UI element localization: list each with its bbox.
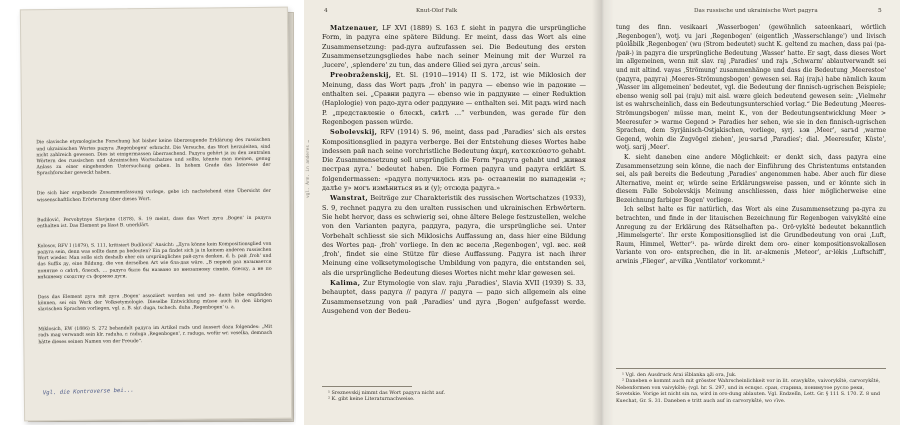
entry-author: Sobolevskij, xyxy=(330,128,378,137)
body-paragraph: Ich selbst halte es für natürlich, das Wort als eine Zusammensetzung pa-дуга zu betrachten, und finde in der litauischen Bezeichnung für Regenbogen vaivykštė eine Anregung zu der Erklärung des Rätselhaften ра-. Orō·vykštė bedeutet bekanntlich ‚Himmelsgerte'. Ihr erste Kompositionsglied ist die Grundbedeutung von orai ‚Luft, Raum, Himmel, Wetter'¹. ра- würde direkt dem oro- einer kompositionsvokallosen Variante von oro- entsprechen, die in lit. ar-akmenis ‚Meteor', ar·lėkis ‚Luftschiff', arwinis ‚Flieger', ar·vilka ‚Ventilator' vorkommt.² xyxy=(616,206,886,266)
entry-text: LF XVI (1889) S. 163 f. sieht in радуга die ursprüngliche Form, in радуга eine spätere Bildung. Er meint, dass das Wort als eine Zusammensetzung: раd-дуга aufzufassen sei. Die Bedeutung des ersten Zusammensetzungsgliedes habe nach seiner Meinung mit der Wurzel ra ‚lucere', ‚splendere' zu tun, das andere Glied sei дуга ‚arcus' sein. xyxy=(322,24,586,70)
loose-page-paragraph: Budilović, Pervobytnye Slavjane (1878), S. 19 meint, dass das Wort дуга ‚Bogen' in радуга enthalten ist. Das Element ра lässt B. unerklärt. xyxy=(37,215,273,230)
book-spread-photo xyxy=(304,0,900,425)
page-number: 4 xyxy=(324,8,328,14)
page-body-text xyxy=(616,24,886,268)
running-head: Das russische und ukrainische Wort радуга xyxy=(694,8,818,14)
loose-page-paragraph: Kolosov, RFV I (1879), S. 111, kritisiert Budilović' Ansicht: „Дуга könne kein Kompositionsglied von радуга sein, denn was sollte dann ра bedeuten? Ein ра findet sich ja in keinem anderen russischen Wort wieder. Man solle sich deshalb eher ein ursprüngliches рай-дуга denken, d. h. рай ‚froh' und das Suffix ду, eine Bildung, die von derselben Art wie бла-дая wäre. „В первой раз называется понятие о свѣтѣ, блескѣ, … радуга было бы названо по внезапному сіянію, блеску, а не по внѣшнему сходству съ формою дуги. xyxy=(37,241,274,281)
entry-text: Beiträge zur Charakteristik des russischen Wortschatzes (1933), S. 9, rechnet радуга zu den uralten russischen und ukrainischen Erbwörtern. Sie hebt hervor, dass es schwierig sei, ohne ältere Belege festzustellen, welche von den Varianten радуга, раддуга, радуга, die ursprüngliche sei. Unter Vorbehalt schliesst sie sich Miklosichs Auffassung an, dass hier eine Bildung des Wortes рад- ‚froh' vorliege. In den вс весела ‚Regenbogen', vgl. вес. ней ‚froh', findet sie eine Stütze für diese Auffassung. Радуга ist nach ihrer Meinung eine volksetymologische Umbildung von радуга, die entstanden sei, als die ursprüngliche Bedeutung dieses Wortes nicht mehr klar gewesen sei. xyxy=(322,194,586,277)
body-paragraph: K. sieht daneben eine andere Möglichkeit: er denkt sich, dass радуга eine Zusammensetzung sein könne, die nach der Einführung des Christentums entstanden sei, als pай bereits die Bedeutung ‚Paradies' angenommen habe. Aber auch für diese Alternative, meint er, würde seine Erklärungsweise passen, und er könnte sich in diesem Falle Sobolevskijs Meinung anschliessen, dass hier möglicherweise eine Bezeichnung farbiger Bogen' vorliege. xyxy=(616,153,886,204)
entry-text: Et. Sl. (1910—1914) II S. 172, ist wie Miklosich der Meinung, dass das Wort радъ ‚froh' in радуга — ebenso wie in радоние — enthalten sei. „Сравни радуга — ebenso wie in раддуние — einer Reduktion (Haplologie) von радо-дуга oder раддуние — enthalten sei. Mit радъ wird nach P. „представленіе о блескѣ, свѣтѣ …“ verbunden, was gerade für den Regenbogen passen würde. xyxy=(322,71,586,126)
loose-page-paragraph: Miklosich, EW (1886) S. 272 behandelt радуга im Artikel radъ und äussert dazu folgendes: „Mit radъ mag verwandt sein klr. raduha, r. raduga ‚Regenbogen', r. raduga, wofür wr. veselka, demnach hätte dieses seinen Namen von der Freude“. xyxy=(38,325,274,345)
loose-page-paragraph: Die slavische etymologische Forschung hat bisher keine überzeugende Erklärung des russischen und ukrainischen Wortes радуга ‚Regenbogen' erbracht. Die Versuche, das Wort herzuleiten, sind nicht zahlreich gewesen. Dies ist einigermassen überraschend. Радуга gehört ja zu den zentralen Wörtern des russischen und ukrainischen Wortschatzes und sollte, könnte man meinen, genug Anlass zu einer eingehenden Untersuchung geben. In hohem Grade das Interesse der Sprachforscher geweckt haben. xyxy=(36,138,272,177)
loose-page-paragraph: Dass das Element дуга mit дуга ‚Bogen' assoziiert worden sei und зо- dann habe empfinden können, sei ein Werk der Volksetymologie. Dieselbe Entwicklung müsse auch in den übrigen slavischen Sprachen vorliegen, vgl. z. B. skr. duga, tschech. duha ‚Regenbogen' u. a. xyxy=(37,292,274,313)
loose-page-text xyxy=(36,126,272,360)
right-book-page xyxy=(602,0,900,425)
left-book-page xyxy=(304,0,602,425)
page-number: 5 xyxy=(878,8,882,14)
loose-page-paragraph: Die sich hier ergebende Zusammenfassung vorlege, gebe ich nachstehend eine Übersicht der wissenschaftlichen Erörterung über dieses Wort. xyxy=(36,189,273,203)
entry-text: Zur Etymologie von slav. raju ‚Paradies', Slavia XVII (1939) S. 33, behauptet, dass радуга // радуга // радуга — радо sich allgemein als eine Zusammensetzung von рай ‚Paradies' und дуга ‚Bogen' aufgefasst werde. Ausgehend von der Bedeu- xyxy=(322,279,586,315)
entry-text: RFV (1914) S. 96, meint, dass раd ‚Paradies' sich als erstes Kompositionsglied in радуга verberge. Bei der Entstehung dieses Wortes habe indessen рай nach seine vorchristliche Bedeutung ἀκμή, κατεσκεύαστο gehabt. Die Zusammensetzung soll ursprünglich die Form *радуга gehabt und ‚живая пестрая дуга.' bedeutet haben. Die Formen радуга und радуга erklärt S. folgendermassen: «радуга получилось изъ ра- оставленіи по выпаденіи «; далѣе у» могъ измѣниться въ и (у); отсюда радуга.» xyxy=(322,128,586,193)
bibliography-entry xyxy=(322,128,586,193)
entry-author: Preobraženskij, xyxy=(330,71,392,80)
book-gutter-shadow xyxy=(592,0,614,425)
entry-author: Wanstrat, xyxy=(330,194,368,203)
footnotes xyxy=(322,390,586,403)
body-paragraph: tung des finn. vesikaari ‚Wasserbogen' (gewöhnlich sateenkaari, wörtlich ‚Regenbogen'), wotj. vu jaгi ‚Regenbogen' (eigentlich ‚Wasserschlange') und livisch pūolǟbilk ‚Regenbogen' (wu (Strom bedeutet) sucht K. geltend zu machen, dass pai (ра- /рай-) in радуга die ursprüngliche Bedeutung ‚Wasser' hatte. Er sagt, dass dieses Wort im allgemeinen, wenn mit slav. raj ‚Paradies' und rajъ ‚Schwarm' ablautverwandt sei und mit altind. vayas ‚Strömung' zusammenhänge und dass die Bedeutung ‚Meerestoe' (радуга, радуга) ‚Meeres-Strömungsbogen' gewesen sei. Raj (rajъ) habe nämlich kaum ‚Wasser im allgemeinen' bedeutet, vgl. die Bedeutung der finnisch-ugrischen Beispiele; ebenso wenig soll pai (raju) mit aisl. wære gleich bedeutend gewesen sein: „Vielmehr ist es wahrscheinlich, dass ein Bedeutungsunterschied vorlag.“ Die Bedeutung ‚Meeres-Strömungsbogen' müsse man, meint K., von der Bedeutungsentwicklung Meer > Meeresufer > warme Gegend > Paradies her sehen, wie sie in den finnisch-ugrischen Sprachen, dem Syrjänisch-Ostjakischen, vorliege, syrj. ьэв ‚Meer', sarъd ‚warme Gegend, wohin die Zugvögel ziehen', jeu·sarъd ‚Paradies'; dial. ‚Meeresufer, Küste', wotj. sarij ‚Meer'. xyxy=(616,24,886,152)
footnote: ² Daneben e kommt auch mit grösster Wahrscheinlichkeit vor in lit. oravykšte, vaivorykštė, carvorykštė, Nebenformen von vaivykštė; (vgl. hr. S. 297, und in ecnqsc. сран, старина, понимутое русло реки, Sovetskie. Vorige ist nicht sin na, wird in oro·dung ablauten. Vgl. Endzelīn, Lett. Gr. § 111 S. 170. Z. 8 und Kuechat, Gr. S. 31. Daneben e tritt auch auf in carvorykštė, wo √ive. xyxy=(616,378,881,404)
footnote: ² K. gibt keine Literaturnachweise. xyxy=(328,396,415,403)
bibliography-entry xyxy=(322,24,586,70)
handwritten-ink-note: Vgl. die Kontroverse bei... xyxy=(42,387,134,397)
entry-author: Kalima, xyxy=(330,279,361,288)
footnote: ¹ Sreznevskij nimmt das Wort радуга nicht auf. xyxy=(328,390,446,396)
bibliography-entry xyxy=(322,194,586,278)
entry-author: Matzenauer, xyxy=(330,24,379,32)
bibliography-entry xyxy=(322,279,586,316)
pencil-margin-note: vgl. Arm. in anderes … xyxy=(306,139,311,198)
footnotes xyxy=(616,368,886,404)
bibliography-entry xyxy=(322,71,586,127)
loose-page-scan xyxy=(20,7,292,422)
running-head: Knut-Olof Falk xyxy=(416,8,458,14)
footnote: ¹ Vgl. den Ausdruck Arai išblanka ąži ora, Juk. xyxy=(622,372,737,378)
page-body-text xyxy=(322,24,586,317)
left-scan-photo xyxy=(0,0,296,425)
